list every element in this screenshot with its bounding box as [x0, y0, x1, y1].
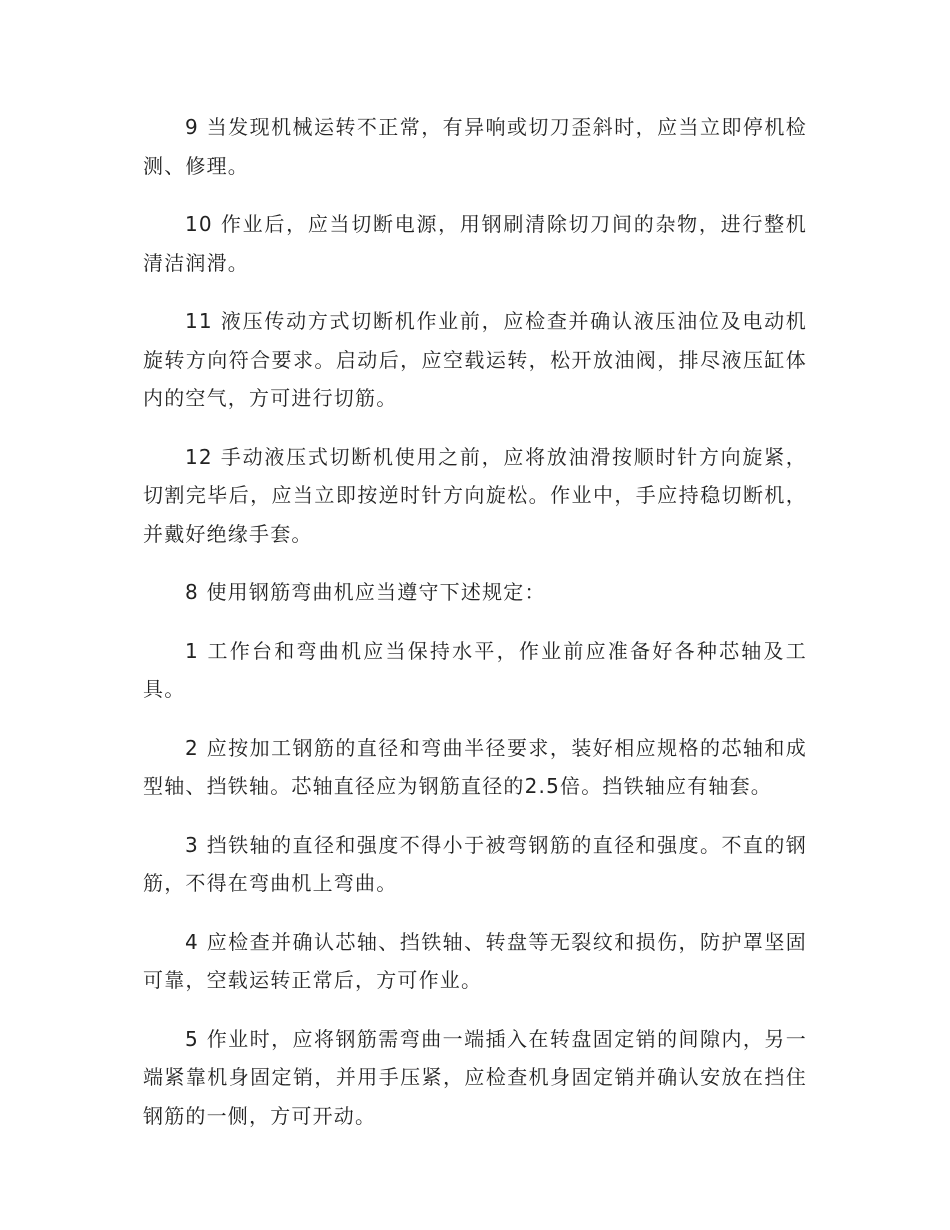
paragraph-item-11: 11 液压传动方式切断机作业前，应检查并确认液压油位及电动机旋转方向符合要求。启动后，应空载运转，松开放油阀，排尽液压缸体内的空气，方可进行切筋。 — [143, 309, 807, 410]
paragraph-item-12: 12 手动液压式切断机使用之前，应将放油滑按顺时针方向旋紧，切割完毕后，应当立即按逆时针方向旋松。作业中，手应持稳切断机，并戴好绝缘手套。 — [143, 444, 807, 546]
paragraph-item-2: 2 应按加工钢筋的直径和弯曲半径要求，装好相应规格的芯轴和成型轴、挡铁轴。芯轴直径应为钢筋直径的2.5倍。挡铁轴应有轴套。 — [143, 735, 807, 798]
paragraph-item-10: 10 作业后，应当切断电源，用钢刷清除切刀间的杂物，进行整机清洁润滑。 — [143, 212, 807, 275]
paragraph-item-9: 9 当发现机械运转不正常，有异响或切刀歪斜时，应当立即停机检测、修理。 — [143, 115, 807, 178]
paragraph-item-3: 3 挡铁轴的直径和强度不得小于被弯钢筋的直径和强度。不直的钢筋，不得在弯曲机上弯曲。 — [143, 832, 807, 895]
paragraph-item-5: 5 作业时，应将钢筋需弯曲一端插入在转盘固定销的间隙内，另一端紧靠机身固定销，并用手压紧，应检查机身固定销并确认安放在挡住钢筋的一侧，方可开动。 — [143, 1026, 807, 1128]
document-body — [143, 108, 807, 1155]
paragraph-item-1: 1 工作台和弯曲机应当保持水平，作业前应准备好各种芯轴及工具。 — [143, 638, 807, 701]
paragraph-item-4: 4 应检查并确认芯轴、挡铁轴、转盘等无裂纹和损伤，防护罩坚固可靠，空载运转正常后，方可作业。 — [143, 929, 807, 992]
section-heading-8: 8 使用钢筋弯曲机应当遵守下述规定： — [185, 580, 546, 604]
